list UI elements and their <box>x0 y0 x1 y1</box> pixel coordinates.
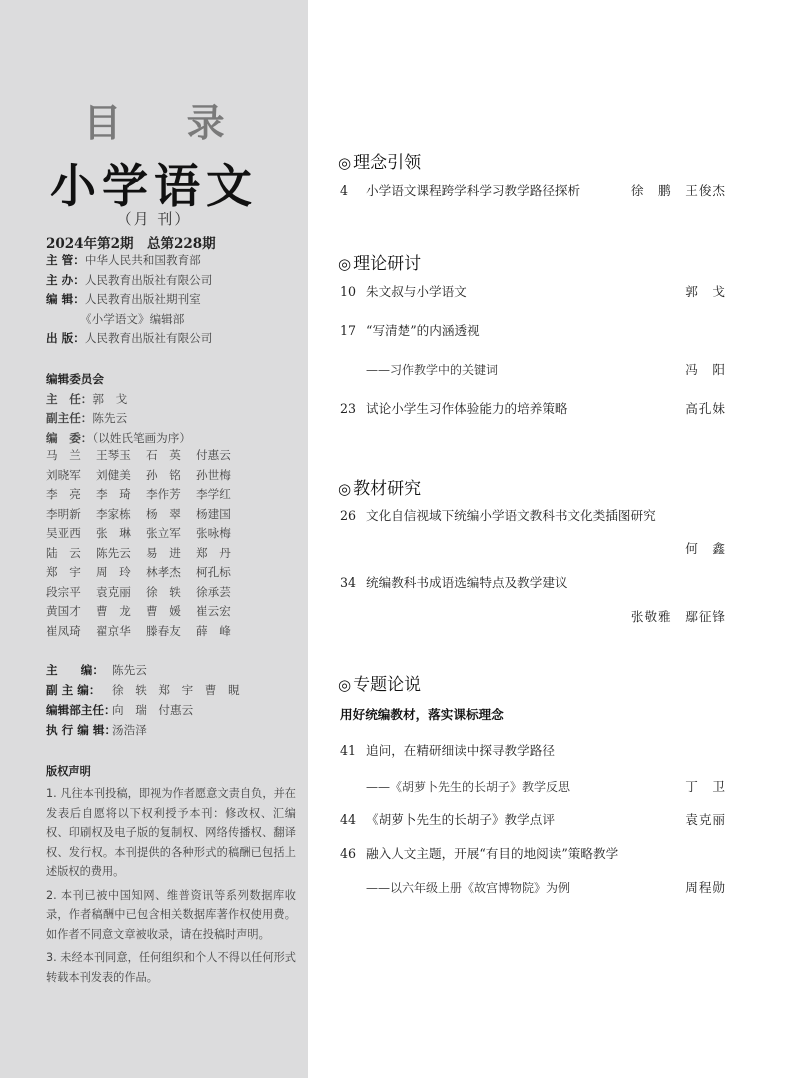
article-title: 朱文叔与小学语文 <box>366 284 467 299</box>
member-name: 曹 媛 <box>146 604 181 618</box>
article-authors: 何 鑫 <box>685 541 726 556</box>
copyright-item: 1. 凡往本刊投稿，即视为作者愿意文责自负，并在发表后自愿将以下权利授予本刊：修改权、汇编权、印刷权及电子版的复制权、网络传播权、翻译权、发行权。本刊提供的各种形式的稿酬已包括上述版权的费用。 <box>46 787 296 878</box>
credit-row <box>46 310 212 330</box>
member-name: 张咏梅 <box>196 526 231 540</box>
member-name: 张 琳 <box>96 526 131 540</box>
member-name: 孙 铭 <box>146 467 181 482</box>
copyright-item: 2. 本刊已被中国知网、维普资讯等系列数据库收录，作者稿酬中已包含相关数据库著作权使用费。如作者不同意文章被收录，请在投稿时声明。 <box>46 888 296 941</box>
member-name: 李 琦 <box>96 487 131 501</box>
member-name: 李学红 <box>196 487 231 501</box>
member-name: 刘晓军 <box>46 467 81 482</box>
page-number: 46 <box>340 846 357 861</box>
topic-heading: 用好统编教材，落实课标理念 <box>340 707 504 722</box>
page-number: 26 <box>340 508 357 523</box>
member-name: 袁克丽 <box>96 584 131 599</box>
credit-label: 出 版： <box>46 331 85 345</box>
article-authors: 高孔妹 <box>685 401 726 416</box>
editor-row <box>46 720 240 740</box>
toc-entry[interactable] <box>340 322 726 340</box>
member-name: 林孝杰 <box>146 565 181 579</box>
member-name: 薛 峰 <box>196 623 231 638</box>
member-row <box>46 505 246 525</box>
committee-director <box>46 390 191 410</box>
page-number: 23 <box>340 401 357 416</box>
article-subtitle-row <box>366 361 726 379</box>
editor-value: 陈先云 <box>112 663 147 677</box>
magazine-name: 小学语文 <box>50 159 258 213</box>
member-row <box>46 583 246 603</box>
member-name: 崔云宏 <box>196 604 231 618</box>
toc-entry[interactable] <box>340 400 726 418</box>
credits-block <box>46 251 212 349</box>
member-name: 易 进 <box>146 545 181 560</box>
member-name: 李明新 <box>46 506 81 521</box>
director-label: 主 任： <box>46 391 93 406</box>
editors-block <box>46 660 240 740</box>
toc-entry[interactable] <box>340 742 726 760</box>
article-authors: 冯 阳 <box>685 362 726 377</box>
article-title: 追问，在精研细读中探寻教学路径 <box>366 743 555 758</box>
article-authors: 徐 鹏 王俊杰 <box>630 183 726 198</box>
page-number: 44 <box>340 812 357 827</box>
section-heading <box>338 249 421 274</box>
credit-value: 《小学语文》编辑部 <box>80 311 185 326</box>
page-number: 4 <box>340 183 349 198</box>
member-name: 曹 龙 <box>96 604 131 618</box>
article-subtitle: ——以六年级上册《故宫博物院》为例 <box>366 881 571 895</box>
circle-mark-icon: ◎ <box>338 255 352 273</box>
credit-label: 主 管： <box>46 253 85 267</box>
page-number: 34 <box>340 575 357 590</box>
article-title: 统编教科书成语选编特点及教学建议 <box>366 575 568 590</box>
page-number: 17 <box>340 323 357 338</box>
member-name: 翟京华 <box>96 623 131 638</box>
credit-row <box>46 290 212 310</box>
page-number: 10 <box>340 284 357 299</box>
toc-entry[interactable] <box>340 811 726 829</box>
section-title: 理念引领 <box>353 153 422 173</box>
members-note: （以姓氏笔画为序） <box>92 430 191 445</box>
member-name: 徐 轶 <box>146 584 181 599</box>
member-name: 李家栋 <box>96 506 131 521</box>
article-title: “写清楚”的内涵透视 <box>366 323 480 338</box>
member-name: 滕春友 <box>146 623 181 638</box>
committee-heading: 编辑委员会 <box>46 372 104 386</box>
section-heading <box>338 474 421 499</box>
editor-value: 向 瑞 付惠云 <box>112 703 194 717</box>
member-row <box>46 446 246 466</box>
member-name: 李作芳 <box>146 487 181 501</box>
director-name: 郭 戈 <box>92 391 128 406</box>
toc-entry[interactable] <box>340 574 726 592</box>
section-heading <box>338 148 421 173</box>
frequency-label: （月 刊） <box>116 210 192 228</box>
credit-row <box>46 251 212 271</box>
members-label: 编 委： <box>46 430 93 445</box>
member-name: 郑 宇 <box>46 565 81 579</box>
credit-row <box>46 271 212 291</box>
article-authors: 张敬雅 鄢征锋 <box>630 609 726 624</box>
article-authors: 丁 卫 <box>685 779 726 794</box>
editor-row <box>46 700 240 720</box>
member-name: 崔凤琦 <box>46 623 81 638</box>
circle-mark-icon: ◎ <box>338 480 352 498</box>
article-authors: 袁克丽 <box>685 812 726 827</box>
member-row <box>46 485 246 505</box>
circle-mark-icon: ◎ <box>338 154 352 172</box>
editor-value: 汤浩泽 <box>112 723 147 737</box>
member-row <box>46 466 246 486</box>
toc-entry[interactable] <box>340 283 726 301</box>
editor-label: 主 编： <box>46 663 104 677</box>
member-row <box>46 524 246 544</box>
member-row <box>46 602 246 622</box>
toc-entry[interactable] <box>340 182 726 200</box>
member-row <box>46 563 246 583</box>
member-row <box>46 544 246 564</box>
article-title: 《胡萝卜先生的长胡子》教学点评 <box>366 812 555 827</box>
member-row <box>46 622 246 642</box>
article-subtitle: ——习作教学中的关键词 <box>366 363 499 377</box>
article-authors: 郭 戈 <box>685 284 726 299</box>
member-name: 吴亚西 <box>46 526 81 540</box>
editor-row <box>46 680 240 700</box>
article-title: 文化自信视域下统编小学语文教科书文化类插图研究 <box>366 508 656 523</box>
credit-row <box>46 329 212 349</box>
toc-entry[interactable] <box>340 507 726 525</box>
member-name: 李 亮 <box>46 487 81 501</box>
committee-vice <box>46 409 191 429</box>
left-panel <box>0 0 308 1078</box>
member-name: 张立军 <box>146 526 181 540</box>
credit-value: 人民教育出版社有限公司 <box>84 272 213 287</box>
member-name: 黄国才 <box>46 604 81 618</box>
editor-row <box>46 660 240 680</box>
credit-value: 人民教育出版社期刊室 <box>84 292 201 306</box>
article-title: 小学语文课程跨学科学习教学路径探析 <box>366 183 581 198</box>
member-name: 刘健美 <box>96 467 131 482</box>
section-title: 理论研讨 <box>353 254 422 274</box>
copyright-notice <box>46 762 296 991</box>
member-name: 陈先云 <box>96 545 131 560</box>
vice-name: 陈先云 <box>92 411 128 425</box>
credit-label: 主 办： <box>46 272 85 287</box>
article-title: 试论小学生习作体验能力的培养策略 <box>366 401 568 416</box>
member-name: 徐承芸 <box>196 584 231 599</box>
credit-value: 人民教育出版社有限公司 <box>84 331 213 345</box>
article-authors: 周程勋 <box>685 880 726 895</box>
member-name: 马 兰 <box>46 448 81 462</box>
member-grid <box>46 446 246 641</box>
page-number: 41 <box>340 743 357 758</box>
section-title: 专题论说 <box>353 675 422 695</box>
editor-label: 副 主 编： <box>46 683 101 697</box>
member-name: 付惠云 <box>196 448 231 462</box>
article-title: 融入人文主题，开展“有目的地阅读”策略教学 <box>366 846 619 861</box>
member-name: 段宗平 <box>46 584 81 599</box>
member-name: 陆 云 <box>46 545 81 560</box>
issue-number: 2024年第2期 总第228期 <box>46 236 216 252</box>
editor-label: 执 行 编 辑： <box>46 723 117 737</box>
section-heading <box>338 670 421 695</box>
article-subtitle: ——《胡萝卜先生的长胡子》教学反思 <box>366 780 571 794</box>
credit-label: 编 辑： <box>46 292 85 306</box>
editor-label: 编辑部主任： <box>46 703 116 717</box>
editor-value: 徐 轶 郑 宇 曹 睍 <box>112 683 240 697</box>
committee-block <box>46 370 191 448</box>
member-name: 杨 翠 <box>146 506 181 521</box>
circle-mark-icon: ◎ <box>338 676 352 694</box>
member-name: 杨建国 <box>196 506 231 521</box>
credit-value: 中华人民共和国教育部 <box>84 253 201 267</box>
vice-label: 副主任： <box>46 411 93 425</box>
member-name: 周 玲 <box>96 565 131 579</box>
article-subtitle-row <box>366 778 726 796</box>
copyright-item: 3. 未经本刊同意，任何组织和个人不得以任何形式转载本刊发表的作品。 <box>46 951 296 984</box>
section-title: 教材研究 <box>353 479 422 499</box>
toc-entry[interactable] <box>340 845 726 863</box>
member-name: 孙世梅 <box>196 467 231 482</box>
member-name: 柯孔标 <box>196 565 231 579</box>
toc-main <box>308 0 800 1078</box>
member-name: 郑 丹 <box>196 545 231 560</box>
member-name: 王琴玉 <box>96 448 131 462</box>
article-subtitle-row <box>366 879 726 897</box>
member-name: 石 英 <box>146 448 181 462</box>
toc-title: 目 录 <box>83 100 251 145</box>
copyright-heading: 版权声明 <box>46 765 91 778</box>
